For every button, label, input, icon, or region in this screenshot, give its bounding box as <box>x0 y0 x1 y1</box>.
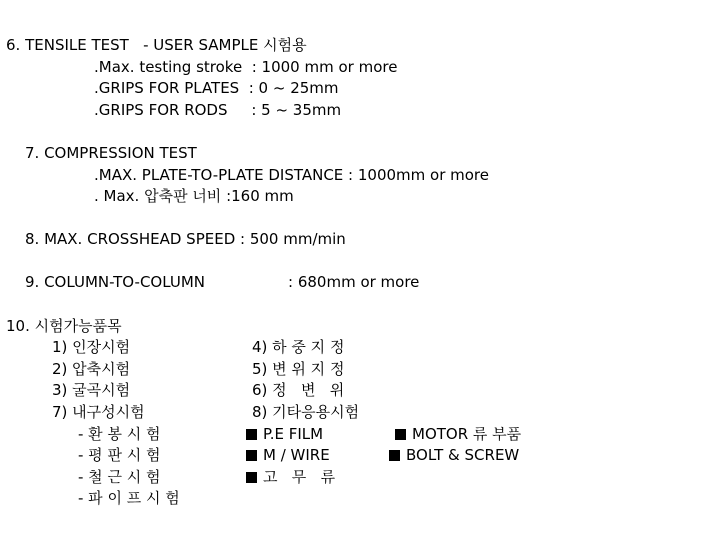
test-item-left: 7) 내구성시험 <box>52 403 145 421</box>
test-item-right: 5) 변 위 지 정 <box>252 360 345 378</box>
testable-items-title: 10. 시험가능품목 <box>6 317 122 335</box>
material-item: 고 무 류 <box>246 468 335 486</box>
square-bullet-icon <box>389 450 400 461</box>
square-bullet-icon <box>246 429 257 440</box>
plate-width: . Max. 압축판 너비 :160 mm <box>94 187 294 205</box>
test-item-left: 3) 굴곡시험 <box>52 381 131 399</box>
test-item-right: 6) 정 변 위 <box>252 381 345 399</box>
grips-for-rods: .GRIPS FOR RODS : 5 ~ 35mm <box>94 101 342 119</box>
material-item: BOLT & SCREW <box>389 446 519 464</box>
compression-test-title: 7. COMPRESSION TEST <box>25 144 197 162</box>
max-testing-stroke: .Max. testing stroke : 1000 mm or more <box>94 58 398 76</box>
sub-test-item: - 파 이 프 시 험 <box>78 489 180 507</box>
test-item-left: 2) 압축시험 <box>52 360 131 378</box>
tensile-test-title: 6. TENSILE TEST - USER SAMPLE 시험용 <box>6 36 307 54</box>
material-item: P.E FILM <box>246 425 323 443</box>
square-bullet-icon <box>395 429 406 440</box>
material-item: MOTOR 류 부품 <box>395 425 521 443</box>
column-to-column-label: 9. COLUMN-TO-COLUMN <box>25 273 205 291</box>
plate-distance: .MAX. PLATE-TO-PLATE DISTANCE : 1000mm or more <box>94 166 490 184</box>
square-bullet-icon <box>246 472 257 483</box>
crosshead-speed: 8. MAX. CROSSHEAD SPEED : 500 mm/min <box>25 230 346 248</box>
square-bullet-icon <box>246 450 257 461</box>
sub-test-item: - 철 근 시 험 <box>78 468 161 486</box>
test-item-right: 8) 기타응용시험 <box>252 403 360 421</box>
column-to-column-value: : 680mm or more <box>288 273 420 291</box>
grips-for-plates: .GRIPS FOR PLATES : 0 ~ 25mm <box>94 79 339 97</box>
test-item-right: 4) 하 중 지 정 <box>252 338 345 356</box>
sub-test-item: - 평 판 시 험 <box>78 446 161 464</box>
material-item: M / WIRE <box>246 446 330 464</box>
test-item-left: 1) 인장시험 <box>52 338 131 356</box>
sub-test-item: - 환 봉 시 험 <box>78 425 161 443</box>
